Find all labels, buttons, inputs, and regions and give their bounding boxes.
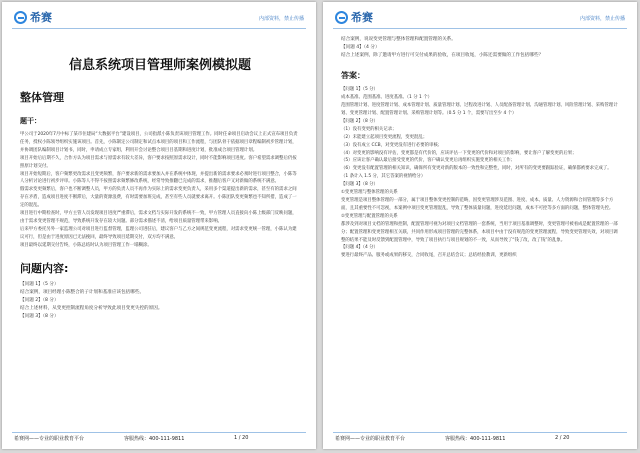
answer-line: 要进行最终产品、服务或成果的移交，合同收尾，召开总结会议；总结经验教训，更新组织 [341,253,517,259]
xisai-logo [14,9,52,25]
stem-paragraph: 项目最终以延期交付告终，小陈总结时认为项目管理工作一塌糊涂。 [20,242,152,248]
question-list [20,281,300,321]
footer-left: 希赛网——专业的职业教育平台 [335,436,406,442]
stem-paragraph: 项目开始后后期不久，合作方认为项目需求与原需求有较大差异，客户要求按照原需求设计，同时不能影响项目进度。客户希望需求调整后仍按照原计划交付。 [20,155,297,169]
logo-icon [14,11,27,24]
answer-line: 范围管理计划、进度管理计划、成本管理计划、质量管理计划、过程改进计划、人员配备管理计划、沟通管理计划、风险管理计划、采购管理计划、变更管理计划、配置管理计划、采购管理计划等。（0.5 分 1 个，需要写出至少 4 个） [341,103,618,116]
page-header [12,6,306,29]
footer-hotline: 客服热线：400-111-9811 [124,436,185,442]
document-page-1 [2,2,316,449]
answer-line: （5）应该让客户确认最后接受变更的代价，客户确认变更后再组织实施变更的相关工作； [341,158,516,164]
answer-line: 【问题 4】（4 分） [341,245,378,251]
answer-line: （6）变更没有配置管理的相关知识，确保所有变更对新的版本的一致性和完整性，同时，对所有的变更要跟踪验证，确保都被要求完成了。 [341,166,612,172]
question-item: 【问题 1】（5 分） [20,281,59,287]
question-item: 结合案例，项目经理小陈整合的子计划和基准应该包括哪些。 [20,289,145,295]
answer-line: （1）没有变更的相关记录； [341,126,397,132]
answer-line: 【问题 3】（8 分） [341,182,378,188]
answer-line: ②变更管理与配置管理的关系 [341,213,398,219]
answer-line: 【问题 1】（5 分） [341,87,378,93]
stem-paragraph: 甲公司于2020年7月中标了某市住建局“大数据平台”建设项目，公司指派小陈负责该项目管理工作。同时任命项目启动会议上正式宣布项目负责任务，授权小陈领导组织实施该项目。首先，小陈制定公司制定和试点本项目的项目和工作流程，与团队骨干依据项目章程编制初步管理计划，并协调团队编制项目计划书，同时，申请成立专家组，利用开会讨论整合项目目基期和进度计划，批准成合项目管理计划。 [20,132,298,153]
answer-line: ①变更管理与整体管理的关系 [341,190,398,196]
answer-line: （3）没有成立 CCB，对变更没有进行必要的审核； [341,142,443,148]
footer-left: 希赛网——专业的职业教育平台 [14,436,85,442]
page-1-body [20,54,300,321]
stem-text [20,131,300,250]
intro-text [341,36,621,60]
xisai-logo [335,9,373,25]
stem-label: 题干： [20,117,41,125]
intro-line: 结合案例，说说变更管理与整体管理和配置管理的关系。 [341,37,456,42]
logo-icon [335,11,348,24]
answer-line: 都涉及到对项目文档的管理和控制，配置管理可视为对项目文档管理的一套系统，当用于项目基准调整时，变更管理可被看成是配置管理的一部分；配置管理和变更管理相互关联，共同作用形成项目管理的完整体系，本项目中由于没有规范的变更管理流程，导致变更管理失效，对项目调整的结果不能及时反馈到配置管理中，导致了项目执行与项目规划的不一致，从而导致了“钱了改，改了钱”的乱象。 [341,221,618,243]
stem-paragraph: 后来甲方委托另外一家监理公司对项目进行监督管理，监理公司进驻后，建议客户与乙方之间规范变更流程，对需求变更统一管理，小陈认为建议可行，但是由于进度原因已无法挽回，最终导致项目延期交付，双方均不满意。 [20,226,297,240]
logo-text: 希赛 [30,11,52,24]
page-header [333,6,627,29]
intro-line: 【问题 4】（4 分） [341,45,380,51]
answer-line: 成本基准、范围基准、进度基准。（1 分 1 个） [341,95,432,101]
answer-heading: 答案： [341,71,365,81]
page-number: 1 / 20 [234,435,249,441]
header-tagline: 内部资料，禁止传播 [579,16,625,22]
logo-text: 希赛 [351,11,373,24]
stem-paragraph: 假需求变更频繁后，客户也不断调整人员，甲方的负责人员不再作为实际上的需求变更负责人，采用多个渠道提出新的需求，甚至有的需求之间存在矛盾，造成项目进度不断滞后，大量的资源浪费，有时需要加班完成，甚至有些人员就要求离开。小陈团队变更频繁也不知所措，造成了一定的混乱。 [20,187,297,209]
document-title: 信息系统项目管理师案例模拟题 [68,58,251,73]
question-item: 结合上述材料，从变更控制流程角度分析导致此项目变更失控的原因。 [20,305,163,311]
footer-hotline: 客服热线：400-111-9811 [445,436,506,442]
page-footer [12,432,306,443]
header-tagline: 内部资料，禁止传播 [258,16,304,22]
page-number: 2 / 20 [555,435,570,441]
answer-line: （1 条计入 1.5 分，其它答案的视情给分） [341,174,426,180]
stem-paragraph: 项目进行中期检查时，甲方主管人员发现项目进度严重滞后，需求文档与实际开发的系统不一致，甲方管理人员直接向小陈上级部门反映问题，由于需求变更管理不规范，导致系统开发存在较大问题。部分需求描述不清，给项目质量管理带来影响。 [20,211,297,224]
question-item: 【问题 2】（8 分） [20,297,59,303]
section-heading: 整体管理 [20,91,64,104]
page-footer [333,432,627,443]
questions-heading: 问题内容: [20,261,69,275]
stem-paragraph: 项目开始短期后，客户频繁更改需求且变更频繁，客户要求新的需求要加入并在系统中体现，并提出新的需求要求必须时进行项目整合，小陈等人分析讨论进行初步评审。小陈等人不得不按照需求频繁修改系统，经常导致推翻已完成的需求，推翻后客户又对新做的系统不满意。 [20,171,297,185]
answer-line: （2）未能建立起项目变更流程，变更混乱； [341,134,428,140]
answer-line: 变更管理是项目整体管理的一部分，属于项目整体变更控制的范畴，因变更管理涉及范围、进度、成本、质量、人力资源和合同管理等多个方面，且其重要性不可忽视，本案例中项目变更管理混乱，导致了整体质量问题，进度延迟问题，成本不可控等多方面的问题，整体管理失控。 [341,197,614,211]
answer-line: 【问题 2】（8 分） [341,118,378,124]
page-2-body [341,36,621,260]
answer-line: （4）对变更的影响没有评估，变更都是有代价的，应该评估一下变更的代价和对项目的影响，要让客户了解变更的后果； [341,150,577,156]
question-item: 【问题 3】（8 分） [20,313,59,319]
answer-text [341,86,621,260]
intro-line: 结合上述案例，除了邀请甲方进行可交付成果的验收，在项目收尾，小陈还需要做的工作包括哪些？ [341,53,544,59]
document-page-2 [323,2,637,449]
